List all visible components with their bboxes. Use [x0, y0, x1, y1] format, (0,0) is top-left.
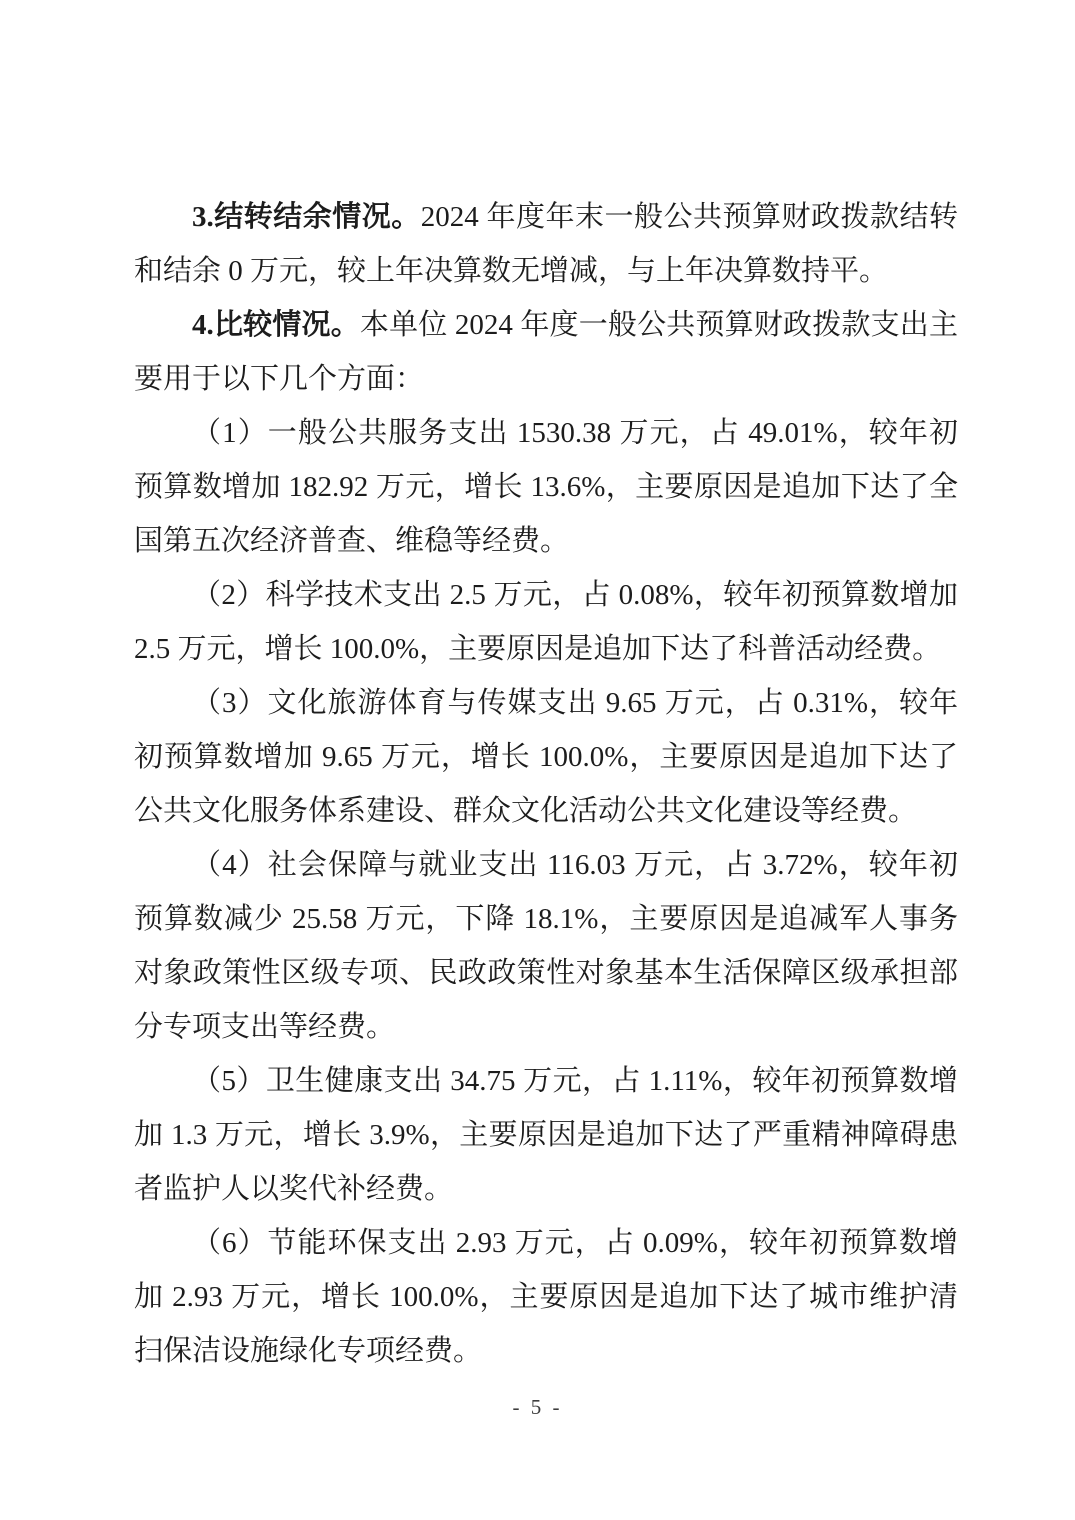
paragraph-comparison	[134, 298, 958, 406]
paragraph-item-6	[134, 1216, 958, 1378]
paragraph-text: （4）社会保障与就业支出 116.03 万元，占 3.72%，较年初预算数减少 25.58 万元，下降 18.1%，主要原因是追减军人事务对象政策性区级专项、民政政策性对象基本生活保障区级承担部分专项支出等经费。	[134, 849, 958, 1043]
paragraph-text: 2024 年度年末一般公共预算财政拨款结转和结余 0 万元，较上年决算数无增减，与上年决算数持平。	[134, 201, 958, 287]
paragraph-text: （3）文化旅游体育与传媒支出 9.65 万元，占 0.31%，较年初预算数增加 9.65 万元，增长 100.0%，主要原因是追加下达了公共文化服务体系建设、群众文化活动公共文化建设等经费。	[134, 687, 958, 827]
paragraph-text: （5）卫生健康支出 34.75 万元，占 1.11%，较年初预算数增加 1.3 万元，增长 3.9%，主要原因是追加下达了严重精神障碍患者监护人以奖代补经费。	[134, 1065, 958, 1205]
document-content	[134, 190, 958, 1378]
paragraph-text: （1）一般公共服务支出 1530.38 万元，占 49.01%，较年初预算数增加 182.92 万元，增长 13.6%，主要原因是追加下达了全国第五次经济普查、维稳等经费。	[134, 417, 958, 557]
paragraph-lead: 3.结转结余情况。	[192, 201, 421, 233]
paragraph-text: 本单位 2024 年度一般公共预算财政拨款支出主要用于以下几个方面：	[134, 309, 958, 395]
paragraph-lead: 4.比较情况。	[192, 309, 360, 341]
paragraph-item-3	[134, 676, 958, 838]
paragraph-carryover	[134, 190, 958, 298]
paragraph-text: （2）科学技术支出 2.5 万元，占 0.08%，较年初预算数增加 2.5 万元，增长 100.0%，主要原因是追加下达了科普活动经费。	[134, 579, 958, 665]
page-number: - 5 -	[512, 1395, 563, 1419]
paragraph-text: （6）节能环保支出 2.93 万元，占 0.09%，较年初预算数增加 2.93 万元，增长 100.0%，主要原因是追加下达了城市维护清扫保洁设施绿化专项经费。	[134, 1227, 958, 1367]
paragraph-item-1	[134, 406, 958, 568]
paragraph-item-2	[134, 568, 958, 676]
paragraph-item-4	[134, 838, 958, 1054]
paragraph-item-5	[134, 1054, 958, 1216]
